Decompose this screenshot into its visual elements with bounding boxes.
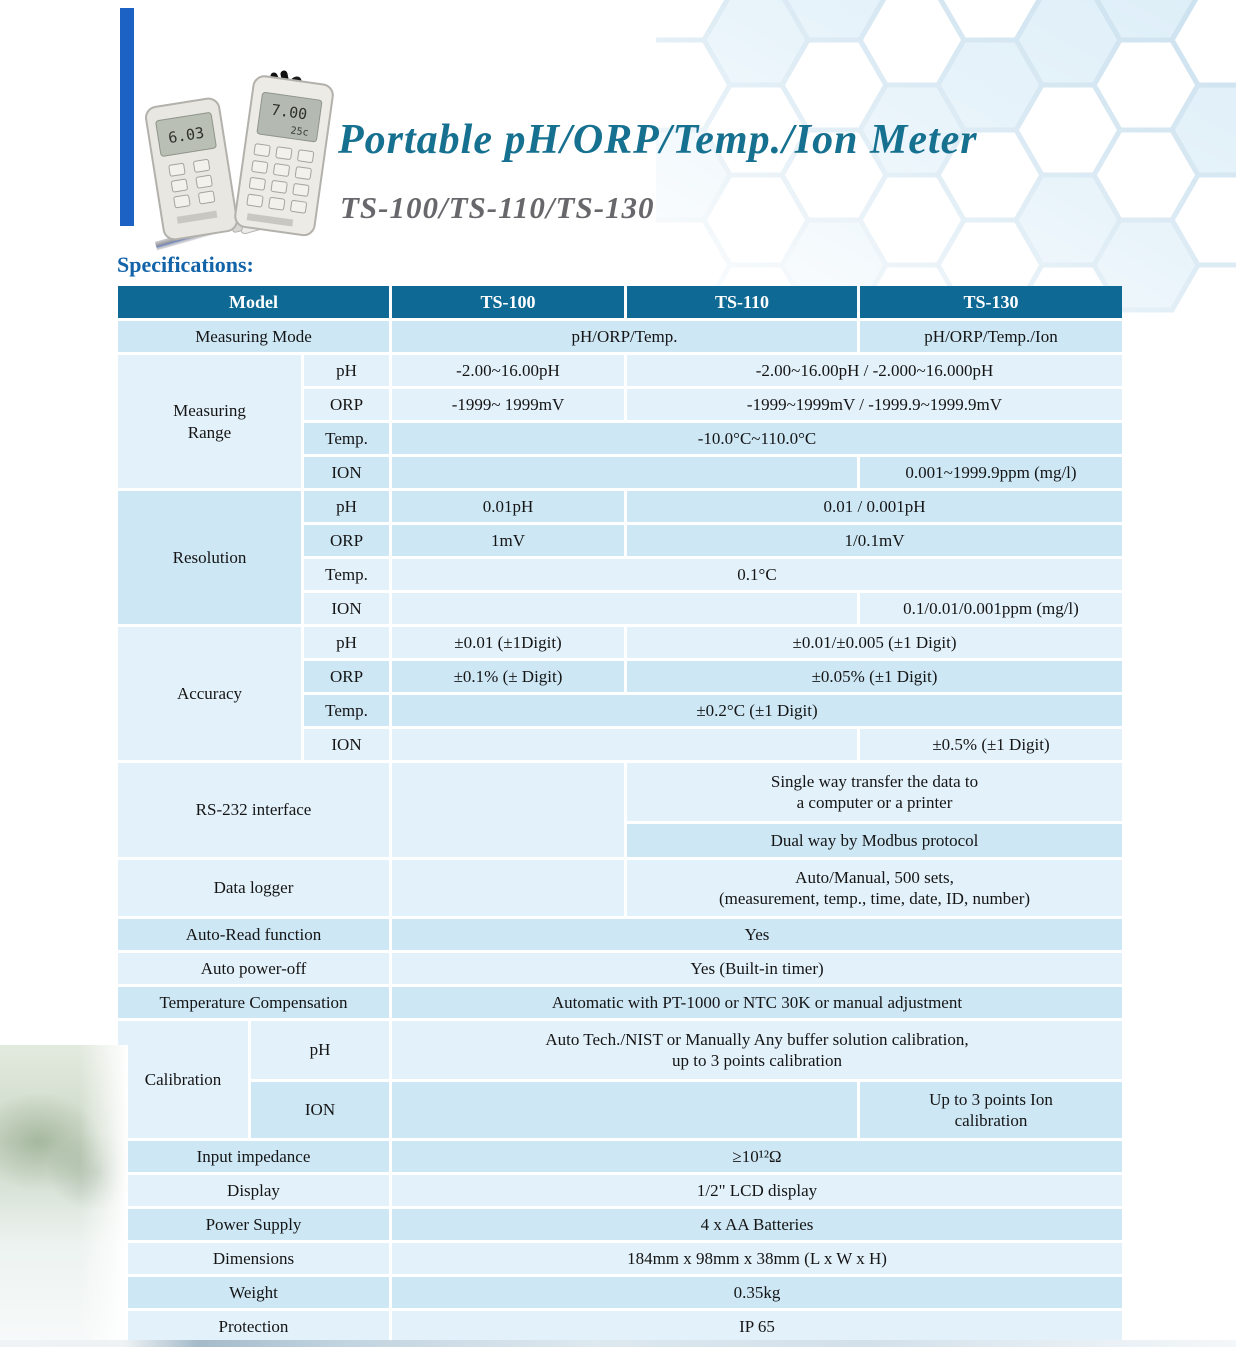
cell-auto-power-off-value: Yes (Built-in timer) <box>392 953 1122 984</box>
row-label-auto-read: Auto-Read function <box>118 919 389 950</box>
col-header-ts100: TS-100 <box>392 286 624 318</box>
specifications-table <box>118 286 1122 1342</box>
row-label-input-impedance: Input impedance <box>118 1141 389 1172</box>
cell-acc-ph-ts100: ±0.01 (±1Digit) <box>392 627 624 658</box>
cell-mode-ts100-ts110: pH/ORP/Temp. <box>392 321 857 352</box>
rs232-single-line2: a computer or a printer <box>796 793 953 812</box>
logger-line2: (measurement, temp., time, date, ID, number) <box>718 889 1031 908</box>
cell-power-supply-value: 4 x AA Batteries <box>392 1209 1122 1240</box>
sub-label-acc-temp: Temp. <box>304 695 389 726</box>
row-label-power-supply: Power Supply <box>118 1209 389 1240</box>
sub-label-res-temp: Temp. <box>304 559 389 590</box>
sub-label-res-orp: ORP <box>304 525 389 556</box>
cal-ion-line2: calibration <box>954 1111 1028 1130</box>
cell-cal-ph-all <box>392 1021 1122 1079</box>
cell-display-value: 1/2" LCD display <box>392 1175 1122 1206</box>
row-label-temp-compensation: Temperature Compensation <box>118 987 389 1018</box>
meter-left <box>144 97 238 241</box>
cell-mr-orp-ts100: -1999~ 1999mV <box>392 389 624 420</box>
cell-mr-ph-ts110-ts130: -2.00~16.00pH / -2.000~16.000pH <box>627 355 1122 386</box>
waterfall-watermark-image <box>0 1045 128 1347</box>
meter-right <box>234 75 334 237</box>
sub-label-res-ph: pH <box>304 491 389 522</box>
row-label-auto-power-off: Auto power-off <box>118 953 389 984</box>
cell-logger-ts100-empty <box>392 860 624 916</box>
col-header-model: Model <box>118 286 389 318</box>
row-label-weight: Weight <box>118 1277 389 1308</box>
sub-label-mr-ion: ION <box>304 457 389 488</box>
cell-mr-temp-all: -10.0°C~110.0°C <box>392 423 1122 454</box>
meter-right-lcd-temp: 25c <box>289 125 310 139</box>
cal-ion-line1: Up to 3 points Ion <box>929 1089 1053 1109</box>
cell-logger-value <box>627 860 1122 916</box>
cell-rs232-dual-way: Dual way by Modbus protocol <box>627 824 1122 857</box>
cell-res-ph-ts110-ts130: 0.01 / 0.001pH <box>627 491 1122 522</box>
logger-line1: Auto/Manual, 500 sets, <box>795 867 954 887</box>
sub-label-mr-orp: ORP <box>304 389 389 420</box>
rs232-single-line1: Single way transfer the data to <box>770 771 979 791</box>
cell-acc-temp-all: ±0.2°C (±1 Digit) <box>392 695 1122 726</box>
sub-label-mr-temp: Temp. <box>304 423 389 454</box>
sub-label-res-ion: ION <box>304 593 389 624</box>
cell-weight-value: 0.35kg <box>392 1277 1122 1308</box>
sub-label-acc-orp: ORP <box>304 661 389 692</box>
cell-res-ion-ts130: 0.1/0.01/0.001ppm (mg/l) <box>860 593 1122 624</box>
cell-acc-ion-ts130: ±0.5% (±1 Digit) <box>860 729 1122 760</box>
product-photo <box>136 36 341 256</box>
cell-mr-ph-ts100: -2.00~16.00pH <box>392 355 624 386</box>
specifications-heading: Specifications: <box>117 252 254 277</box>
cell-cal-ion-empty <box>392 1082 857 1138</box>
col-header-ts130: TS-130 <box>860 286 1122 318</box>
cell-input-impedance-value: ≥10¹²Ω <box>392 1141 1122 1172</box>
cell-res-temp-all: 0.1°C <box>392 559 1122 590</box>
cell-acc-orp-ts110-ts130: ±0.05% (±1 Digit) <box>627 661 1122 692</box>
sub-label-acc-ph: pH <box>304 627 389 658</box>
meter-left-lcd-value: 6.03 <box>166 123 206 148</box>
cell-mr-ion-ts130: 0.001~1999.9ppm (mg/l) <box>860 457 1122 488</box>
bottom-decorative-band <box>0 1340 1236 1347</box>
cell-cal-ion-ts130 <box>860 1082 1122 1138</box>
left-accent-bar <box>120 8 134 226</box>
col-header-ts110: TS-110 <box>627 286 857 318</box>
cell-temp-compensation-value: Automatic with PT-1000 or NTC 30K or manual adjustment <box>392 987 1122 1018</box>
row-label-resolution: Resolution <box>118 491 301 624</box>
row-label-accuracy: Accuracy <box>118 627 301 760</box>
cell-auto-read-value: Yes <box>392 919 1122 950</box>
cal-ph-line1: Auto Tech./NIST or Manually Any buffer solution calibration, <box>545 1029 969 1049</box>
cell-acc-ion-empty <box>392 729 857 760</box>
cal-ph-line2: up to 3 points calibration <box>672 1051 842 1070</box>
cell-mode-ts130: pH/ORP/Temp./Ion <box>860 321 1122 352</box>
row-label-dimensions: Dimensions <box>118 1243 389 1274</box>
row-label-measuring-mode: Measuring Mode <box>118 321 389 352</box>
model-numbers-subtitle: TS-100/TS-110/TS-130 <box>340 190 655 225</box>
sub-label-acc-ion: ION <box>304 729 389 760</box>
cell-protection-value: IP 65 <box>392 1311 1122 1342</box>
cell-res-ph-ts100: 0.01pH <box>392 491 624 522</box>
cell-acc-orp-ts100: ±0.1% (± Digit) <box>392 661 624 692</box>
cell-res-orp-ts110-ts130: 1/0.1mV <box>627 525 1122 556</box>
row-label-calibration: Calibration <box>118 1021 248 1138</box>
sub-label-mr-ph: pH <box>304 355 389 386</box>
cell-acc-ph-ts110-ts130: ±0.01/±0.005 (±1 Digit) <box>627 627 1122 658</box>
cell-rs232-ts100-empty <box>392 763 624 857</box>
cell-dimensions-value: 184mm x 98mm x 38mm (L x W x H) <box>392 1243 1122 1274</box>
row-label-data-logger: Data logger <box>118 860 389 916</box>
row-label-rs232: RS-232 interface <box>118 763 389 857</box>
cell-res-orp-ts100: 1mV <box>392 525 624 556</box>
sub-label-cal-ion: ION <box>251 1082 389 1138</box>
cell-rs232-single-way <box>627 763 1122 821</box>
page-title: Portable pH/ORP/Temp./Ion Meter <box>338 117 978 163</box>
sub-label-cal-ph: pH <box>251 1021 389 1079</box>
row-label-display: Display <box>118 1175 389 1206</box>
cell-res-ion-empty <box>392 593 857 624</box>
row-label-measuring-range: Measuring Range <box>118 355 301 488</box>
cell-mr-ion-empty <box>392 457 857 488</box>
meter-right-lcd-value: 7.00 <box>270 100 309 124</box>
row-label-protection: Protection <box>118 1311 389 1342</box>
cell-mr-orp-ts110-ts130: -1999~1999mV / -1999.9~1999.9mV <box>627 389 1122 420</box>
